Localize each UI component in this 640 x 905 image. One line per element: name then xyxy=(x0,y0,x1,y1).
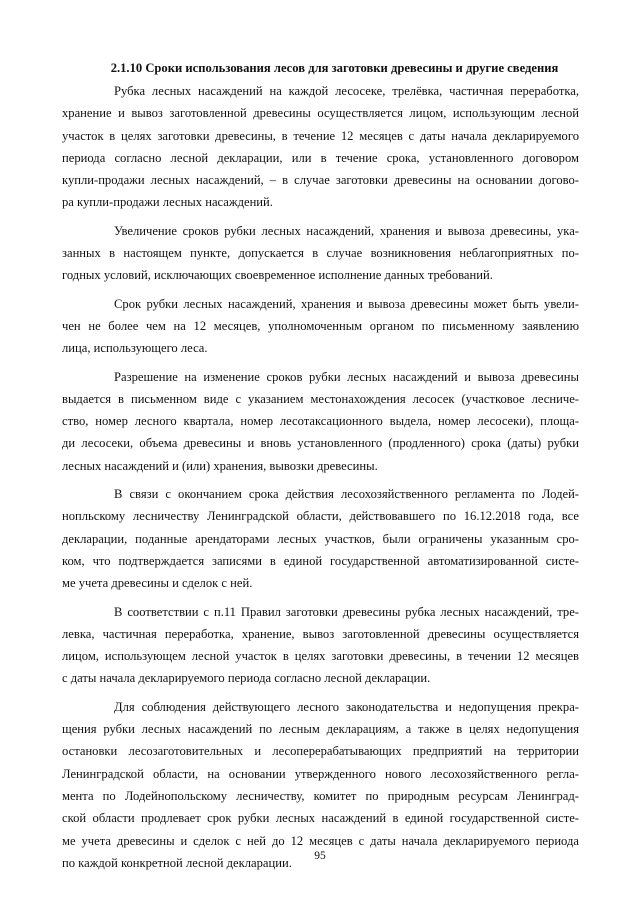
text-line: Для соблюдения действующего лесного законодательства и недопущения прекра- xyxy=(114,699,579,714)
text-line: ди лесосеки, объема древесины и вновь установленного (продленного) срока (даты) рубки xyxy=(62,436,579,451)
page-number: 95 xyxy=(314,850,326,862)
paragraph xyxy=(62,80,579,214)
text-line: периода согласно лесной декларации, или в течение срока, установленного договором xyxy=(62,150,579,165)
text-line: купли-продажи лесных насаждений, – в случае заготовки древесины на основании догово- xyxy=(62,173,579,188)
text-line: участок в целях заготовки древесины, в течение 12 месяцев с даты начала декларируемого xyxy=(62,128,579,143)
paragraph xyxy=(62,366,579,477)
text-line: декларации, поданные арендаторами лесных участков, были ограничены указанным сро- xyxy=(62,531,579,546)
text-line: левка, частичная переработка, хранение, вывоз заготовленной древесины осуществляется xyxy=(62,626,579,641)
text-line: ской области продлевает срок рубки лесных насаждений в единой государственной систе- xyxy=(62,811,579,826)
text-line: Срок рубки лесных насаждений, хранения и вывоза древесины может быть увели- xyxy=(114,296,579,311)
text-line: лицом, использующем лесной участок в целях заготовки древесины, в течении 12 месяцев xyxy=(62,649,579,664)
text-line: В соответствии с п.11 Правил заготовки древесины рубка лесных насаждений, тре- xyxy=(114,604,579,619)
document-page xyxy=(62,58,579,880)
text-line: годных условий, исключающих своевременное исполнение данных требований. xyxy=(62,268,493,283)
text-line: В связи с окончанием срока действия лесохозяйственного регламента по Лодей- xyxy=(114,487,579,502)
text-line: с даты начала декларируемого периода согласно лесной декларации. xyxy=(62,671,431,686)
body-text xyxy=(62,80,579,874)
text-line: мента по Лодейнопольскому лесничеству, комитет по природным ресурсам Ленинград- xyxy=(62,788,579,803)
text-line: Разрешение на изменение сроков рубки лесных насаждений и вывоза древесины xyxy=(114,369,579,384)
text-line: щения рубки лесных насаждений по лесным декларациям, а также в целях недопущения xyxy=(62,722,579,737)
paragraph xyxy=(62,601,579,690)
text-line: остановки лесозаготовительных и лесоперерабатывающих предприятий на территории xyxy=(62,744,579,759)
text-line: ра купли-продажи лесных насаждений. xyxy=(62,195,273,210)
text-line: лица, использующего леса. xyxy=(62,341,208,356)
paragraph xyxy=(62,293,579,360)
text-line: занных в настоящем пункте, допускается в случае возникновения неблагоприятных по- xyxy=(62,246,579,261)
text-line: ме учета древесины и сделок с ней. xyxy=(62,576,253,591)
section-heading: 2.1.10 Сроки использования лесов для заготовки древесины и другие сведения xyxy=(110,61,559,75)
text-line: ство, номер лесного квартала, номер лесотаксационного выдела, номер лесосеки), площа- xyxy=(62,414,579,429)
text-line: чен не более чем на 12 месяцев, уполномоченным органом по письменному заявлению xyxy=(62,318,579,333)
text-line: Ленинградской области, на основании утвержденного нового лесохозяйственного регла- xyxy=(62,766,579,781)
paragraph xyxy=(62,483,579,594)
text-line: выдается в письменном виде с указанием местонахождения лесосек (участковое лесниче- xyxy=(62,391,579,406)
text-line: ме учета древесины и сделок с ней до 12 месяцев с даты начала декларируемого периода xyxy=(62,833,579,848)
text-line: Увеличение сроков рубки лесных насаждений, хранения и вывоза древесины, ука- xyxy=(114,223,579,238)
paragraph xyxy=(62,220,579,287)
text-line: хранение и вывоз заготовленной древесины осуществляется лицом, использующим лесной xyxy=(62,106,579,121)
text-line: по каждой конкретной лесной декларации. xyxy=(62,855,292,870)
text-line: ком, что подтверждается записями в единой государственной автоматизированной систе- xyxy=(62,553,579,568)
text-line: лесных насаждений и (или) хранения, вывозки древесины. xyxy=(62,458,378,473)
text-line: Рубка лесных насаждений на каждой лесосеке, трелёвка, частичная переработка, xyxy=(114,84,579,98)
text-line: нопльскому лесничеству Ленинградской области, действовавшего по 16.12.2018 года, все xyxy=(62,509,579,524)
